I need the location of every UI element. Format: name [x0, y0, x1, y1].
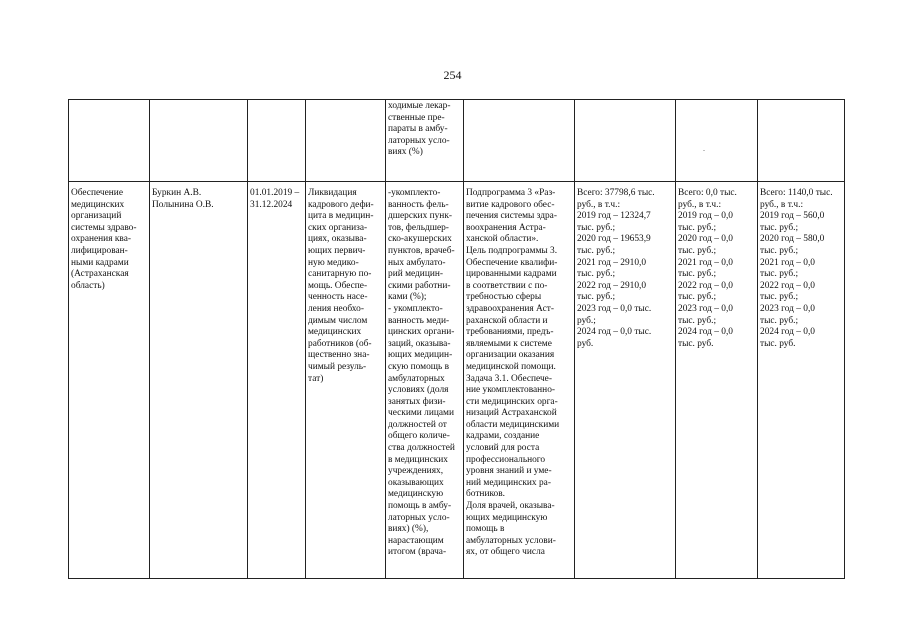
table-cell	[758, 100, 845, 182]
table-cell	[306, 100, 386, 182]
project-name-cell: Обеспечение медицинских организаций системы здраво- охранения ква- лифицирован- ными кадрами (Астраханская область)	[69, 182, 150, 579]
subprogram-cell: Подпрограмма 3 «Раз- витие кадрового обес- печения системы здра- воохранения Астра- ханской области». Цель подпрограммы 3. Обеспечение квалифи- цированными кадрами в соответствии с по- требностью сферы здравоохранения Аст- раханской области и требованиями, предъ- являемыми к системе организации оказания медицинской помощи. Задача 3.1. Обеспече- ние укомплектованно- сти медицинских орга- низаций Астраханской области медицинскими кадрами, создание условий для роста профессионального уровня знаний и уме- ний медицинских ра- ботников. Доля врачей, оказыва- ющих медицинскую помощь в амбулаторных услови- ях, от общего числа	[464, 182, 575, 579]
table-cell	[575, 100, 676, 182]
table-cell	[248, 100, 306, 182]
funding-cell: Всего: 1140,0 тыс. руб., в т.ч.: 2019 год – 560,0 тыс. руб.; 2020 год – 580,0 тыс. руб.; 2021 год – 0,0 тыс. руб.; 2022 год – 0,0 тыс. руб.; 2023 год – 0,0 тыс. руб.; 2024 год – 0,0 тыс. руб.	[758, 182, 845, 579]
table-cell	[150, 100, 248, 182]
table-row	[69, 182, 845, 579]
program-table	[68, 99, 845, 579]
funding-cell: Всего: 37798,6 тыс. руб., в т.ч.: 2019 год – 12324,7 тыс. руб.; 2020 год – 19653,9 тыс. руб.; 2021 год – 2910,0 тыс. руб.; 2022 год – 2910,0 тыс. руб.; 2023 год – 0,0 тыс. руб.; 2024 год – 0,0 тыс. руб.	[575, 182, 676, 579]
page-number: 254	[443, 68, 462, 82]
table-cell	[464, 100, 575, 182]
table-cell	[69, 100, 150, 182]
indicator-cell-continued: ходимые лекар- ственные пре- параты в амбу- латорных усло- виях (%)	[386, 100, 464, 182]
indicators-cell: -укомплекто- ванность фель- дшерских пунк- тов, фельдшер- ско-акушерских пунктов, врачеб- ных амбулато- рий медицин- скими работни- ками (%); - укомплекто- ванность меди- цинских органи- заций, оказыва- ющих медицин- скую помощь в амбулаторных условиях (доля занятых физи- ческими лицами должностей от общего количе- ства должностей в медицинских учреждениях, оказывающих медицинскую помощь в амбу- латорных усло- виях) (%), нарастающим итогом (врача-	[386, 182, 464, 579]
stray-mark: -	[703, 148, 705, 154]
table-row	[69, 100, 845, 182]
result-cell: Ликвидация кадрового дефи- цита в медицин- ских организа- циях, оказыва- ющих первич- ную медико- санитарную по- мощь. Обеспе- ченность насе- ления необхо- димым числом медицинских работников (об- щественно зна- чимый резуль- тат)	[306, 182, 386, 579]
period-cell: 01.01.2019 – 31.12.2024	[248, 182, 306, 579]
responsible-cell: Буркин А.В. Полынина О.В.	[150, 182, 248, 579]
funding-cell: Всего: 0,0 тыс. руб., в т.ч.: 2019 год – 0,0 тыс. руб.; 2020 год – 0,0 тыс. руб.; 2021 год – 0,0 тыс. руб.; 2022 год – 0,0 тыс. руб.; 2023 год – 0,0 тыс. руб.; 2024 год – 0,0 тыс. руб.	[676, 182, 758, 579]
table-cell	[676, 100, 758, 182]
